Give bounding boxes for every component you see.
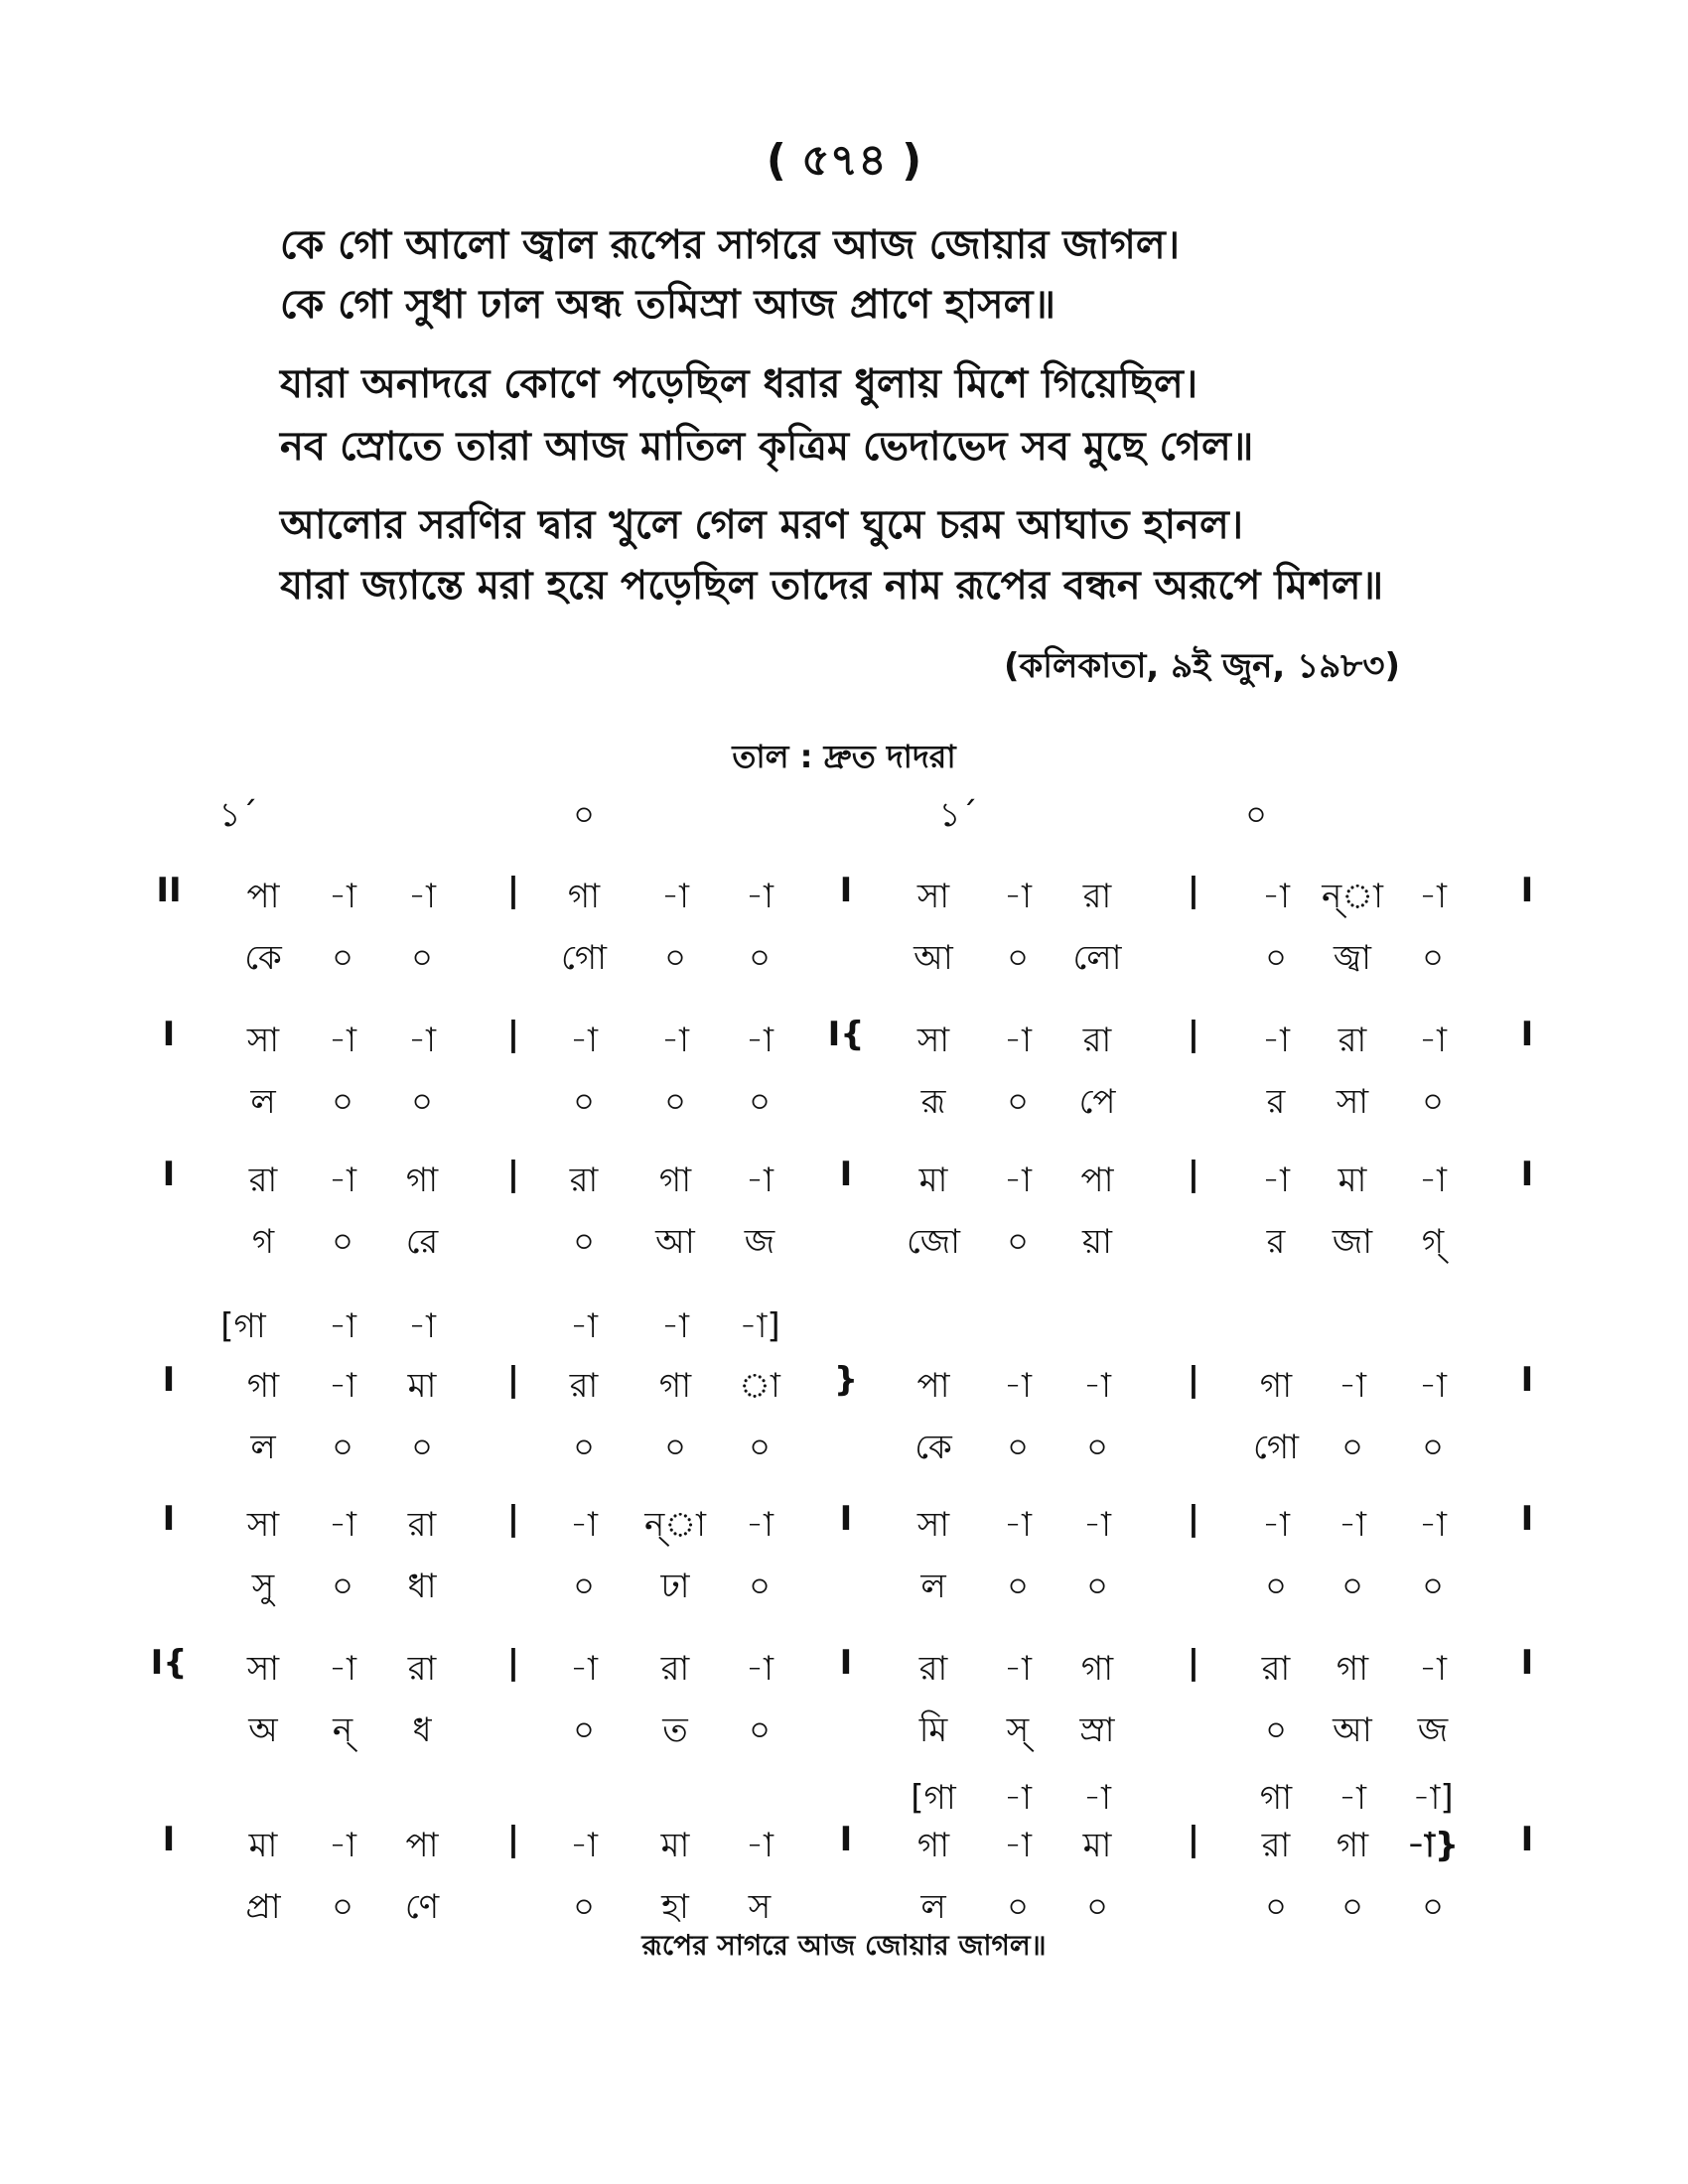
variant-note: -া] [739,1306,780,1346]
lyric-syllable: ০ [410,1428,434,1467]
swara-note: সা [246,1505,280,1545]
bar-line: I [1520,871,1534,910]
swara-note: পা [1080,1160,1114,1200]
lyric-syllable: ০ [1264,1567,1288,1606]
lyric-syllable: জ্বা [1333,938,1372,978]
swara-note: -া [1083,1366,1111,1406]
swara-note: -া [1004,1366,1032,1406]
lyric-syllable: ০ [1340,1567,1364,1606]
lyric-syllable: অ [248,1710,278,1750]
lyric-syllable: ল [250,1082,276,1122]
swara-note: রা [407,1505,437,1545]
lyric-syllable: ০ [1085,1428,1109,1467]
bar-line: I [839,1499,853,1539]
lyric-syllable: গ্ [1421,1222,1445,1262]
bar-line: | [506,1155,520,1194]
swara-note: া [739,1366,780,1406]
lyric-syllable: র [1266,1222,1286,1262]
swara-note: রা [569,1160,599,1200]
swara-note: -া [570,1826,598,1865]
swara-note: -া [570,1021,598,1060]
lyric-syllable: আ [655,1222,695,1262]
lyric-line-5: আলোর সরণির দ্বার খুলে গেল মরণ ঘুমে চরম আঘাত হানল। [280,502,1244,548]
swara-note: -া [746,1505,774,1545]
lyric-syllable: ০ [1006,1082,1030,1122]
swara-note: -া [329,1649,356,1689]
lyric-syllable: ন্ [332,1710,353,1750]
bar-line: | [1187,1015,1200,1054]
lyric-line-3: যারা অনাদরে কোণে পড়েছিল ধরার ধুলায় মিশে গিয়েছিল। [280,361,1198,407]
swara-note: পা [246,877,280,916]
bar-line: | [1187,1499,1200,1539]
swara-note: -া [1004,1160,1032,1200]
lyric-syllable: আ [1333,1710,1372,1750]
swara-note: -া [746,1160,774,1200]
swara-note: -া [746,1826,774,1865]
lyric-syllable: ০ [331,938,354,978]
tala-heading: তাল : দ্রুত দাদরা [732,738,956,775]
swara-note: -া [1419,877,1447,916]
lyric-syllable: ০ [331,1887,354,1927]
swara-note: -া [746,877,774,916]
lyric-syllable: রে [405,1222,439,1262]
beat-mark: ০ [572,795,596,835]
swara-note: -া [1419,1160,1447,1200]
lyric-syllable: ০ [663,938,687,978]
lyric-syllable: ণে [404,1887,440,1927]
variant-note: -া [661,1306,689,1346]
bar-line: I [1520,1360,1534,1400]
swara-note: -া [661,877,689,916]
lyric-syllable: ০ [663,1082,687,1122]
lyric-syllable: স্ [1006,1710,1030,1750]
variant-note: গা [1259,1778,1293,1818]
variant-note: -া [1083,1778,1111,1818]
bar-line: -া} [1406,1826,1460,1865]
swara-note: সা [916,1021,950,1060]
lyric-line-6: যারা জ্যান্তে মরা হয়ে পড়েছিল তাদের নাম রূপের বন্ধন অরূপে মিশল॥ [280,563,1384,609]
lyric-line-2: কে গো সুধা ঢাল অন্ধ তমিস্রা আজ প্রাণে হাসল॥ [280,282,1056,328]
bar-line: I [162,1155,176,1194]
swara-note: রা [1337,1021,1367,1060]
swara-note: -া [746,1021,774,1060]
lyric-syllable: ০ [331,1428,354,1467]
lyric-syllable: ০ [748,938,772,978]
swara-note: -া [1338,1505,1366,1545]
lyric-syllable: কে [244,938,282,978]
swara-note: গা [405,1160,439,1200]
lyric-syllable: ০ [1085,1567,1109,1606]
lyric-syllable: ০ [1340,1887,1364,1927]
lyric-line-1: কে গো আলো জ্বাল রূপের সাগরে আজ জোয়ার জাগল। [280,222,1180,268]
swara-note: মা [1082,1826,1112,1865]
lyric-syllable: জ [1417,1710,1449,1750]
swara-note: -া [1004,1505,1032,1545]
lyric-syllable: কে [914,1428,952,1467]
bar-line: I [1520,1155,1534,1194]
swara-note: গা [1336,1649,1369,1689]
lyric-syllable: ০ [572,1567,596,1606]
swara-note: -া [1419,1366,1447,1406]
swara-note: গা [658,1160,692,1200]
swara-note: -া [1004,1826,1032,1865]
swara-note: -া [661,1021,689,1060]
bar-line: I [162,1360,176,1400]
lyric-syllable: ০ [1264,1710,1288,1750]
swara-note: -া [1262,877,1290,916]
lyric-syllable: ০ [748,1567,772,1606]
variant-note: [গা [911,1778,956,1818]
lyric-syllable: য়া [1082,1222,1112,1262]
variant-note: [গা [220,1306,266,1346]
bar-line: I [1520,1643,1534,1683]
lyric-syllable: ঢা [660,1567,690,1606]
lyric-syllable: গো [561,938,607,978]
lyric-syllable: র [1266,1082,1286,1122]
lyric-syllable: ০ [748,1428,772,1467]
swara-note: রা [569,1366,599,1406]
lyric-syllable: পে [1078,1082,1116,1122]
bar-line: I [162,1820,176,1859]
lyric-syllable: ০ [410,1082,434,1122]
bar-line: I [1520,1015,1534,1054]
swara-note: -া [1004,1649,1032,1689]
swara-note: মা [407,1366,437,1406]
swara-note: রা [660,1649,690,1689]
lyric-syllable: জা [1332,1222,1373,1262]
bar-line: I{ [827,1015,865,1054]
bar-line: I [839,871,853,910]
lyric-syllable: মি [918,1710,948,1750]
lyric-syllable: ল [250,1428,276,1467]
lyric-syllable: ০ [572,1428,596,1467]
swara-note: -া [1419,1021,1447,1060]
swara-note: রা [1261,1649,1291,1689]
bar-line: | [1187,1360,1200,1400]
bar-line: | [1187,1820,1200,1859]
lyric-syllable: সা [1336,1082,1369,1122]
bar-line: | [1187,871,1200,910]
lyric-syllable: রূ [920,1082,946,1122]
lyric-syllable: ০ [1264,938,1288,978]
bar-line: II [156,871,182,910]
bar-line: | [1187,1155,1200,1194]
swara-note: গা [1259,1366,1293,1406]
swara-note: গা [1080,1649,1114,1689]
lyric-syllable: ০ [1421,1428,1445,1467]
lyric-syllable: ০ [410,938,434,978]
swara-note: -া [329,1826,356,1865]
swara-note: রা [918,1649,948,1689]
swara-note: পা [916,1366,950,1406]
swara-note: -া [1004,1021,1032,1060]
swara-note: রা [1261,1826,1291,1865]
lyric-syllable: ০ [331,1567,354,1606]
swara-note: গা [567,877,601,916]
swara-note: ন্া [1322,877,1383,916]
bar-line: I [839,1643,853,1683]
lyric-syllable: স [748,1887,772,1927]
variant-note: -া [1004,1778,1032,1818]
lyric-syllable: ল [920,1567,946,1606]
variant-note: -া [570,1306,598,1346]
lyric-syllable: ০ [1006,1567,1030,1606]
lyric-syllable: ০ [572,1887,596,1927]
swara-note: -া [329,1366,356,1406]
lyric-syllable: ০ [331,1082,354,1122]
variant-note: -া] [1412,1778,1454,1818]
swara-note: রা [248,1160,278,1200]
swara-note: -া [1262,1021,1290,1060]
swara-note: -া [1262,1160,1290,1200]
bar-line: I [839,1820,853,1859]
swara-note: -া [1083,1505,1111,1545]
lyric-syllable: ০ [1340,1428,1364,1467]
lyric-syllable: ল [920,1887,946,1927]
swara-note: রা [1082,1021,1112,1060]
bar-line: } [833,1360,859,1400]
variant-note: -া [329,1306,356,1346]
bar-line: | [1187,1643,1200,1683]
lyric-syllable: লো [1072,938,1122,978]
lyric-syllable: জো [906,1222,961,1262]
swara-note: -া [746,1649,774,1689]
lyric-syllable: ধ [412,1710,432,1750]
bar-line: I [1520,1820,1534,1859]
lyric-syllable: ০ [572,1222,596,1262]
footer-line: রূপের সাগরে আজ জোয়ার জাগল॥ [641,1929,1047,1962]
swara-note: -া [1338,1366,1366,1406]
swara-note: -া [329,877,356,916]
swara-note: গা [916,1826,950,1865]
swara-note: -া [329,1160,356,1200]
swara-note: -া [1262,1505,1290,1545]
swara-note: সা [916,1505,950,1545]
lyric-syllable: ০ [663,1428,687,1467]
swara-note: মা [918,1160,948,1200]
bar-line: I [162,1499,176,1539]
variant-note: -া [408,1306,436,1346]
swara-note: মা [248,1826,278,1865]
lyric-syllable: ০ [748,1082,772,1122]
swara-note: -া [408,877,436,916]
lyric-syllable: ০ [1421,938,1445,978]
lyric-syllable: ০ [572,1082,596,1122]
bar-line: | [506,1820,520,1859]
bar-line: | [506,871,520,910]
lyric-syllable: ০ [1421,1887,1445,1927]
lyric-syllable: হা [661,1887,689,1927]
lyric-syllable: ০ [572,1710,596,1750]
swara-note: গা [1336,1826,1369,1865]
bar-line: | [506,1643,520,1683]
bar-line: | [506,1015,520,1054]
beat-mark: ১´ [218,795,258,835]
lyric-syllable: ত [662,1710,688,1750]
lyric-syllable: ০ [1421,1567,1445,1606]
bar-line: I [1520,1499,1534,1539]
page-number: ( ৫৭৪ ) [766,135,922,186]
lyric-syllable: ০ [1006,938,1030,978]
bar-line: I [162,1015,176,1054]
swara-note: -া [1419,1505,1447,1545]
lyric-syllable: ০ [1421,1082,1445,1122]
swara-note: -া [570,1649,598,1689]
lyric-syllable: ০ [1264,1887,1288,1927]
swara-note: সা [246,1649,280,1689]
swara-note: সা [246,1021,280,1060]
swara-note: -া [329,1505,356,1545]
swara-note: রা [1082,877,1112,916]
swara-note: গা [658,1366,692,1406]
lyric-syllable: গ [251,1222,275,1262]
bar-line: | [506,1499,520,1539]
bar-line: | [506,1360,520,1400]
lyric-syllable: ০ [331,1222,354,1262]
swara-note: -া [570,1505,598,1545]
bar-line: I [839,1155,853,1194]
swara-note: -া [408,1021,436,1060]
swara-note: -া [1419,1649,1447,1689]
swara-note: -া [1004,877,1032,916]
beat-mark: ১´ [938,795,978,835]
lyric-syllable: প্রা [245,1887,281,1927]
lyric-syllable: জ [744,1222,775,1262]
variant-note: -া [1338,1778,1366,1818]
swara-note: -া [329,1021,356,1060]
lyric-syllable: ০ [748,1710,772,1750]
lyric-syllable: সু [251,1567,275,1606]
lyric-syllable: স্রা [1079,1710,1115,1750]
place-date: (কলিকাতা, ৯ই জুন, ১৯৮৩) [1003,646,1400,686]
lyric-syllable: ০ [1006,1887,1030,1927]
swara-note: সা [916,877,950,916]
lyric-syllable: ০ [1085,1887,1109,1927]
swara-note: ন্া [644,1505,706,1545]
lyric-line-4: নব স্রোতে তারা আজ মাতিল কৃত্রিম ভেদাভেদ সব মুছে গেল॥ [280,424,1254,470]
bar-line: I{ [150,1643,188,1683]
lyric-syllable: ০ [1006,1222,1030,1262]
swara-note: গা [246,1366,280,1406]
swara-note: মা [660,1826,690,1865]
lyric-syllable: ধা [407,1567,437,1606]
lyric-syllable: আ [914,938,953,978]
lyric-syllable: ০ [1006,1428,1030,1467]
swara-note: পা [405,1826,439,1865]
lyric-syllable: গো [1253,1428,1299,1467]
beat-mark: ০ [1244,795,1268,835]
swara-note: মা [1337,1160,1367,1200]
swara-note: রা [407,1649,437,1689]
